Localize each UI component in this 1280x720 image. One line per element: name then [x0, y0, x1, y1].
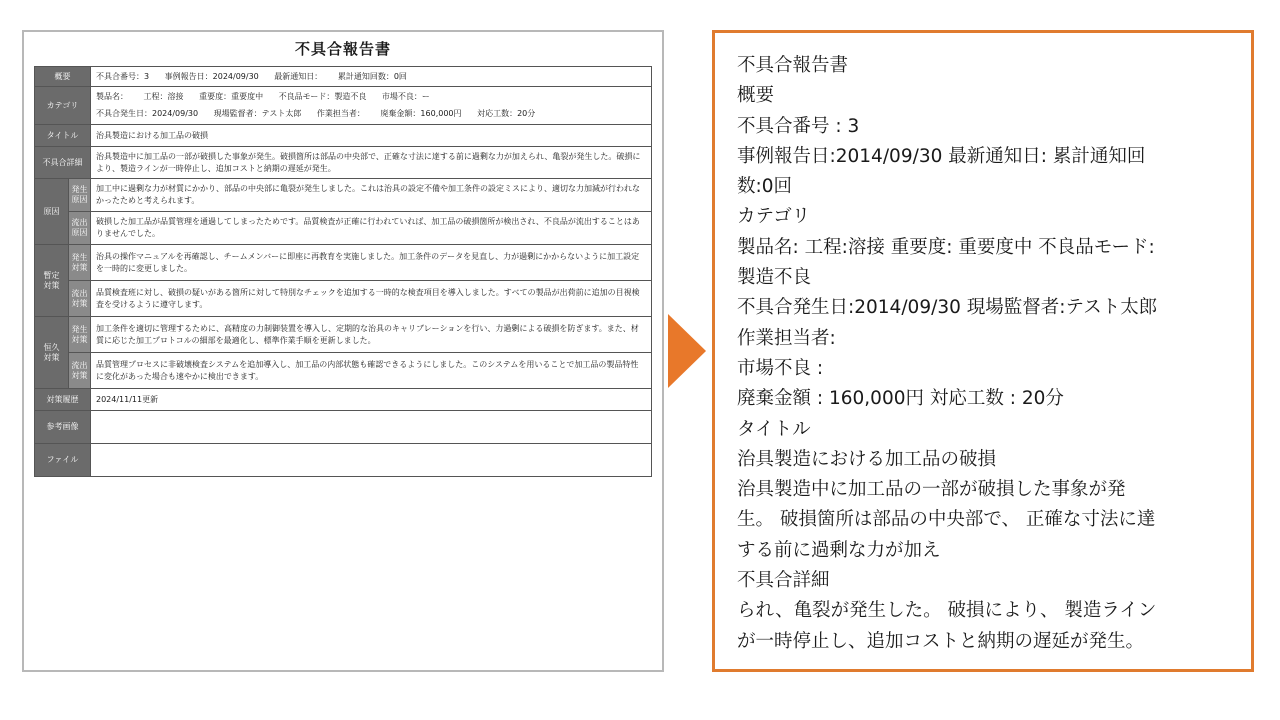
extracted-line: 作業担当者:	[737, 327, 836, 349]
extracted-line: 概要	[737, 85, 775, 107]
label-temp-occ-2: 対策	[71, 262, 88, 272]
label-temporary-occurrence	[69, 245, 91, 281]
label-overview: 概要	[35, 67, 91, 87]
row-permanent-outflow	[35, 353, 652, 389]
field-occurrence-date: 不具合発生日：2024/09/30	[96, 109, 199, 118]
file-value	[91, 444, 652, 477]
extracted-line: 廃棄金額 : 160,000円 対応工数 : 20分	[737, 388, 1064, 410]
field-worker: 作業担当者：	[316, 109, 365, 118]
arrow-right-icon	[668, 314, 706, 388]
permanent-occurrence-value: 加工条件を適切に管理するために、高精度の力制御装置を導入し、定期的な治具のキャリブレーションを行い、力過剰による破損を防ぎます。また、材質に応じた加工プロトコルの細部を最適化し、標準作業手順を更新しました。	[91, 317, 652, 353]
temporary-occurrence-value: 治具の操作マニュアルを再確認し、チームメンバーに即座に再教育を実施しました。加工条件のデータを見直し、力が過剰にかからないように加工設定を一時的に変更しました。	[91, 245, 652, 281]
field-product-name: 製品名：	[96, 92, 128, 101]
extracted-line: 不具合番号 : 3	[737, 115, 860, 137]
extracted-line: 数:0回	[737, 176, 793, 198]
label-perm-out-1: 流出	[71, 360, 88, 370]
history-value: 2024/11/11更新	[91, 389, 652, 411]
extracted-line: する前に過剰な力が加え	[737, 539, 941, 561]
overview-values	[91, 67, 652, 87]
title-value: 治具製造における加工品の破損	[91, 125, 652, 147]
row-title	[35, 125, 652, 147]
label-temporary-measures	[35, 245, 69, 317]
label-category: カテゴリ	[35, 87, 91, 125]
extracted-line: 市場不良 :	[737, 357, 824, 379]
temporary-outflow-value: 品質検査班に対し、破損の疑いがある箇所に対して特別なチェックを追加する一時的な検査項目を導入しました。すべての製品が出荷前に追加の目視検査を受けるように遵守します。	[91, 281, 652, 317]
extracted-line: 不具合報告書	[737, 55, 849, 76]
field-man-hours: 対応工数：20分	[477, 109, 536, 118]
row-overview	[35, 67, 652, 87]
extracted-line: られ、亀裂が発生した。 破損により、 製造ライン	[737, 600, 1157, 622]
row-cause-outflow	[35, 212, 652, 245]
extracted-line: 製造不良	[737, 267, 812, 289]
row-cause-occurrence	[35, 179, 652, 212]
label-outflow-cause-2: 原因	[71, 228, 88, 237]
outflow-cause-value: 破損した加工品が品質管理を通過してしまったためです。品質検査が正確に行われていれば、加工品の破損箇所が検出され、不良品が流出することはありませんでした。	[91, 212, 652, 245]
field-severity: 重要度：重要度中	[199, 92, 264, 101]
field-site-supervisor: 現場監督者：テスト太郎	[213, 109, 302, 118]
extracted-line: 不具合詳細	[737, 570, 830, 592]
extracted-line: 事例報告日:2014/09/30 最新通知日: 累計通知回	[737, 145, 1146, 167]
label-temporary-outflow	[69, 281, 91, 317]
extracted-line: 治具製造中に加工品の一部が破損した事象が発	[737, 479, 1126, 501]
extracted-line: タイトル	[737, 418, 811, 440]
label-detail: 不具合詳細	[35, 147, 91, 179]
label-history: 対策履歴	[35, 389, 91, 411]
reference-image-value	[91, 411, 652, 444]
label-outflow-cause	[69, 212, 91, 245]
permanent-outflow-value: 品質管理プロセスに非破壊検査システムを追加導入し、加工品の内部状態も確認できるようにしました。このシステムを用いることで加工品の製品特性に変化があった場合も速やかに検出できます。	[91, 353, 652, 389]
label-temporary-2: 対策	[43, 280, 60, 290]
extracted-line: カテゴリ	[737, 206, 811, 228]
label-permanent-1: 恒久	[43, 342, 60, 352]
field-market-defect: 市場不良：ー	[381, 92, 430, 101]
field-defect-number: 不具合番号：3	[96, 71, 150, 81]
field-notice-count: 累計通知回数：0回	[337, 71, 407, 81]
category-values	[91, 87, 652, 125]
report-table	[34, 66, 652, 477]
row-detail	[35, 147, 652, 179]
row-file	[35, 444, 652, 477]
field-latest-notice: 最新通知日：	[274, 71, 323, 81]
extracted-line: が一時停止し、追加コストと納期の遅延が発生。	[737, 630, 1145, 652]
label-temp-out-2: 対策	[71, 298, 88, 308]
label-occurrence-cause-1: 発生	[71, 185, 88, 194]
label-file: ファイル	[35, 444, 91, 477]
field-disposal-cost: 廃棄金額：160,000円	[380, 109, 462, 118]
field-report-date: 事例報告日：2024/09/30	[164, 71, 259, 81]
category-line-1	[96, 91, 646, 103]
extracted-line: 治具製造における加工品の破損	[737, 448, 997, 470]
label-occurrence-cause	[69, 179, 91, 212]
detail-value: 治具製造中に加工品の一部が破損した事象が発生。破損箇所は部品の中央部で、正確な寸法に達する前に過剰な力が加えられ、亀裂が発生した。破損により、製造ラインが一時停止し、追加コストと納期の遅延が発生。	[91, 147, 652, 179]
report-document	[22, 30, 664, 672]
occurrence-cause-value: 加工中に過剰な力が材質にかかり、部品の中央部に亀裂が発生しました。これは治具の設定不備や加工条件の設定ミスにより、適切な力加減が行われなかったためと考えられます。	[91, 179, 652, 212]
label-reference-image: 参考画像	[35, 411, 91, 444]
row-history	[35, 389, 652, 411]
label-perm-occ-1: 発生	[71, 324, 88, 334]
label-permanent-measures	[35, 317, 69, 389]
label-title: タイトル	[35, 125, 91, 147]
label-permanent-occurrence	[69, 317, 91, 353]
row-category	[35, 87, 652, 125]
extracted-line: 不具合発生日:2014/09/30 現場監督者:テスト太郎	[737, 297, 1158, 319]
row-reference-image	[35, 411, 652, 444]
label-outflow-cause-1: 流出	[71, 218, 88, 227]
label-cause: 原因	[35, 179, 69, 245]
label-temp-out-1: 流出	[71, 288, 88, 298]
document-title: 不具合報告書	[294, 40, 391, 58]
label-perm-out-2: 対策	[71, 370, 88, 380]
extracted-line: 製品名: 工程:溶接 重要度: 重要度中 不良品モード:	[737, 236, 1155, 258]
row-temporary-outflow	[35, 281, 652, 317]
category-line-2	[96, 108, 646, 120]
label-perm-occ-2: 対策	[71, 334, 88, 344]
extracted-text-panel	[712, 30, 1254, 672]
extracted-line: 生。 破損箇所は部品の中央部で、 正確な寸法に達	[737, 509, 1156, 531]
row-permanent-occurrence	[35, 317, 652, 353]
label-permanent-2: 対策	[43, 352, 60, 362]
field-failure-mode: 不良品モード：製造不良	[278, 92, 367, 101]
label-permanent-outflow	[69, 353, 91, 389]
label-temp-occ-1: 発生	[71, 252, 88, 262]
field-process: 工程：溶接	[143, 92, 184, 101]
label-temporary-1: 暫定	[43, 270, 60, 280]
row-temporary-occurrence	[35, 245, 652, 281]
label-occurrence-cause-2: 原因	[71, 195, 88, 204]
